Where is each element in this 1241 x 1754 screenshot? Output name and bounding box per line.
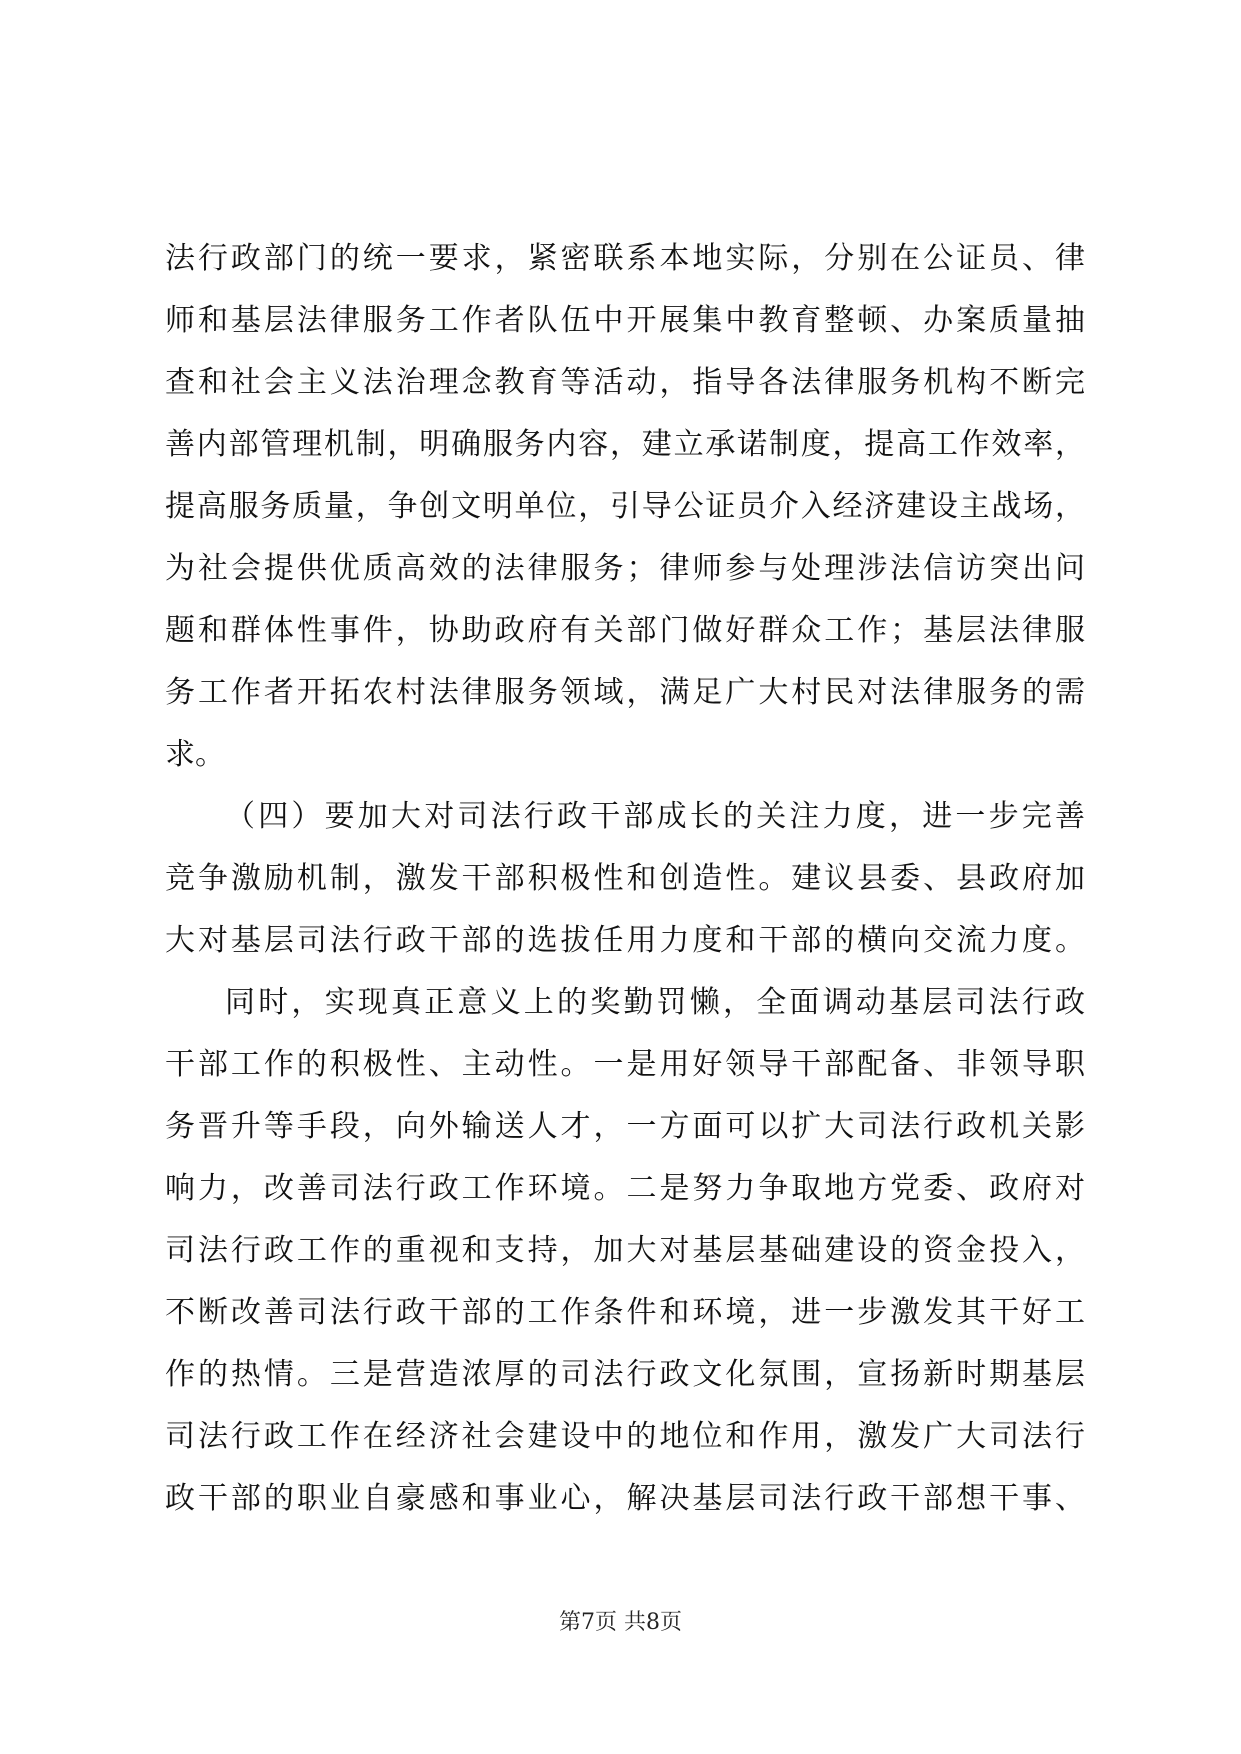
text-line: 大对基层司法行政干部的选拔任用力度和干部的横向交流力度。 [165,923,1085,958]
text-line: 求。 [165,737,225,772]
text-line: 法行政部门的统一要求，紧密联系本地实际，分别在公证员、律 [165,241,1085,276]
text-line: 务工作者开拓农村法律服务领域，满足广大村民对法律服务的需 [165,675,1085,710]
text-line: 提高服务质量，争创文明单位，引导公证员介入经济建设主战场， [165,489,1085,524]
text-line: 干部工作的积极性、主动性。一是用好领导干部配备、非领导职 [165,1047,1085,1082]
paragraph-start-line: 同时，实现真正意义上的奖勤罚懒，全面调动基层司法行政 [225,985,1085,1020]
text-line: 司法行政工作的重视和支持，加大对基层基础建设的资金投入， [165,1233,1085,1268]
text-line: 不断改善司法行政干部的工作条件和环境，进一步激发其干好工 [165,1295,1085,1330]
text-line: 查和社会主义法治理念教育等活动，指导各法律服务机构不断完 [165,365,1085,400]
text-line: 政干部的职业自豪感和事业心，解决基层司法行政干部想干事、 [165,1481,1085,1516]
section-heading-line: （四）要加大对司法行政干部成长的关注力度，进一步完善 [225,799,1085,834]
body-text [165,228,1085,1530]
text-line: 作的热情。三是营造浓厚的司法行政文化氛围，宣扬新时期基层 [165,1357,1085,1392]
text-line: 务晋升等手段，向外输送人才，一方面可以扩大司法行政机关影 [165,1109,1085,1144]
text-line: 司法行政工作在经济社会建设中的地位和作用，激发广大司法行 [165,1419,1085,1454]
text-line: 善内部管理机制，明确服务内容，建立承诺制度，提高工作效率， [165,427,1085,462]
text-line: 响力，改善司法行政工作环境。二是努力争取地方党委、政府对 [165,1171,1085,1206]
text-line: 为社会提供优质高效的法律服务；律师参与处理涉法信访突出问 [165,551,1085,586]
text-line: 师和基层法律服务工作者队伍中开展集中教育整顿、办案质量抽 [165,303,1085,338]
text-line: 题和群体性事件，协助政府有关部门做好群众工作；基层法律服 [165,613,1085,648]
text-line: 竞争激励机制，激发干部积极性和创造性。建议县委、县政府加 [165,861,1085,896]
page-number-footer: 第7页 共8页 [559,1610,682,1635]
